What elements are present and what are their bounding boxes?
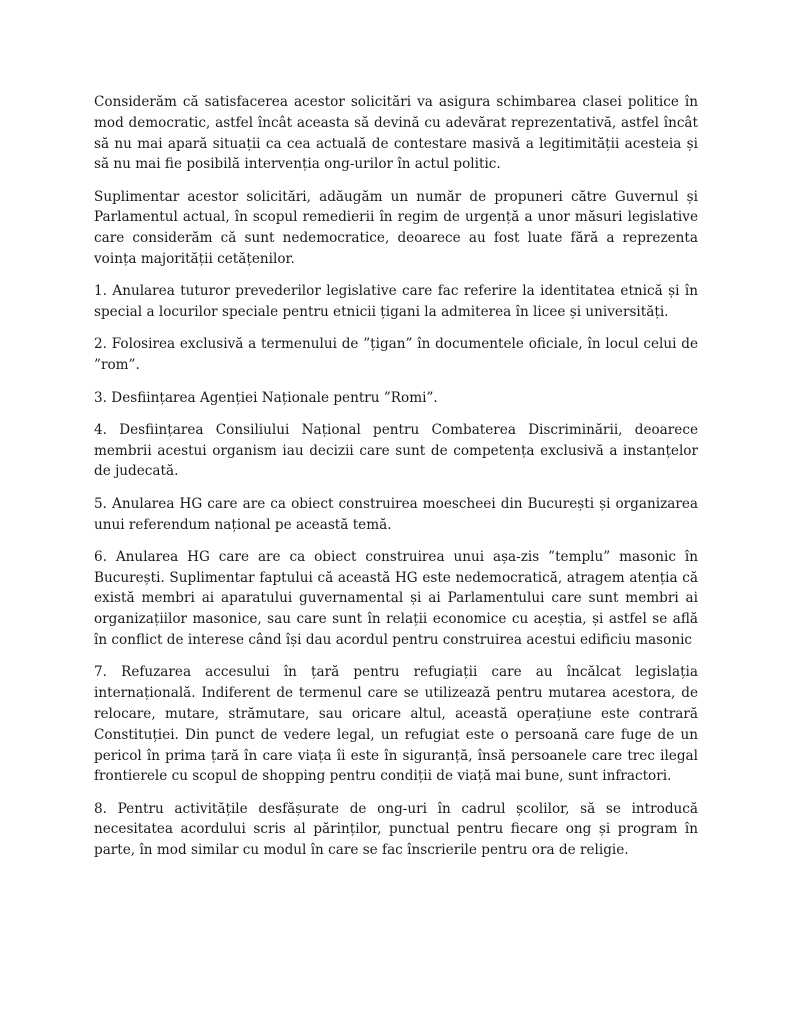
- proposal-item-5: 5. Anularea HG care are ca obiect construirea moescheei din București și organizarea unui referendum național pe această temă.: [94, 495, 698, 533]
- proposal-item-2: 2. Folosirea exclusivă a termenului de ”țigan” în documentele oficiale, în locul celui de ”rom”.: [94, 336, 698, 374]
- proposal-item-4: 4. Desființarea Consiliului Național pentru Combaterea Discriminării, deoarece membrii acestui organism iau decizii care sunt de competența exclusivă a instanțelor de judecată.: [94, 421, 698, 480]
- proposal-item-3: 3. Desființarea Agenției Naționale pentru ”Romi”.: [94, 389, 438, 406]
- proposal-item-6: 6. Anularea HG care are ca obiect construirea unui așa-zis ”templu” masonic în București. Suplimentar faptului că această HG este nedemocratică, atragem atenția că există membri ai aparatului guvernamental și ai Parlamentului care sunt membri ai organizațiilor masonice, sau care sunt în relații economice cu aceștia, și astfel se află în conflict de interese când își dau acordul pentru construirea acestui edificiu masonic: [94, 548, 698, 649]
- document-body: [94, 92, 698, 873]
- proposal-item-7: 7. Refuzarea accesului în țară pentru refugiații care au încălcat legislația internațională. Indiferent de termenul care se utilizează pentru mutarea acestora, de relocare, mutare, strămutare, sau oricare altul, această operațiune este contrară Constituției. Din punct de vedere legal, un refugiat este o persoană care fuge de un pericol în prima țară în care viața îi este în siguranță, însă persoanele care trec ilegal frontierele cu scopul de shopping pentru condiții de viață mai bune, sunt infractori.: [94, 664, 698, 785]
- intro-paragraph: Considerăm că satisfacerea acestor solicitări va asigura schimbarea clasei politice în mod democratic, astfel încât aceasta să devină cu adevărat reprezentativă, astfel încât să nu mai apară situații ca cea actuală de contestare masivă a legitimității acesteia și să nu mai fie posibilă intervenția ong-urilor în actul politic.: [94, 94, 698, 173]
- proposal-item-1: 1. Anularea tuturor prevederilor legislative care fac referire la identitatea etnică și în special a locurilor speciale pentru etnicii țigani la admiterea în licee și universități.: [94, 283, 698, 321]
- proposal-item-8: 8. Pentru activitățile desfășurate de ong-uri în cadrul școlilor, să se introducă necesitatea acordului scris al părinților, punctual pentru fiecare ong și program în parte, în mod similar cu modul în care se fac înscrierile pentru ora de religie.: [94, 800, 698, 859]
- proposals-intro-paragraph: Suplimentar acestor solicitări, adăugăm un număr de propuneri către Guvernul și Parlamentul actual, în scopul remedierii în regim de urgență a unor măsuri legislative care considerăm că sunt nedemocratice, deoarece au fost luate fără a reprezenta voința majorității cetățenilor.: [94, 188, 698, 268]
